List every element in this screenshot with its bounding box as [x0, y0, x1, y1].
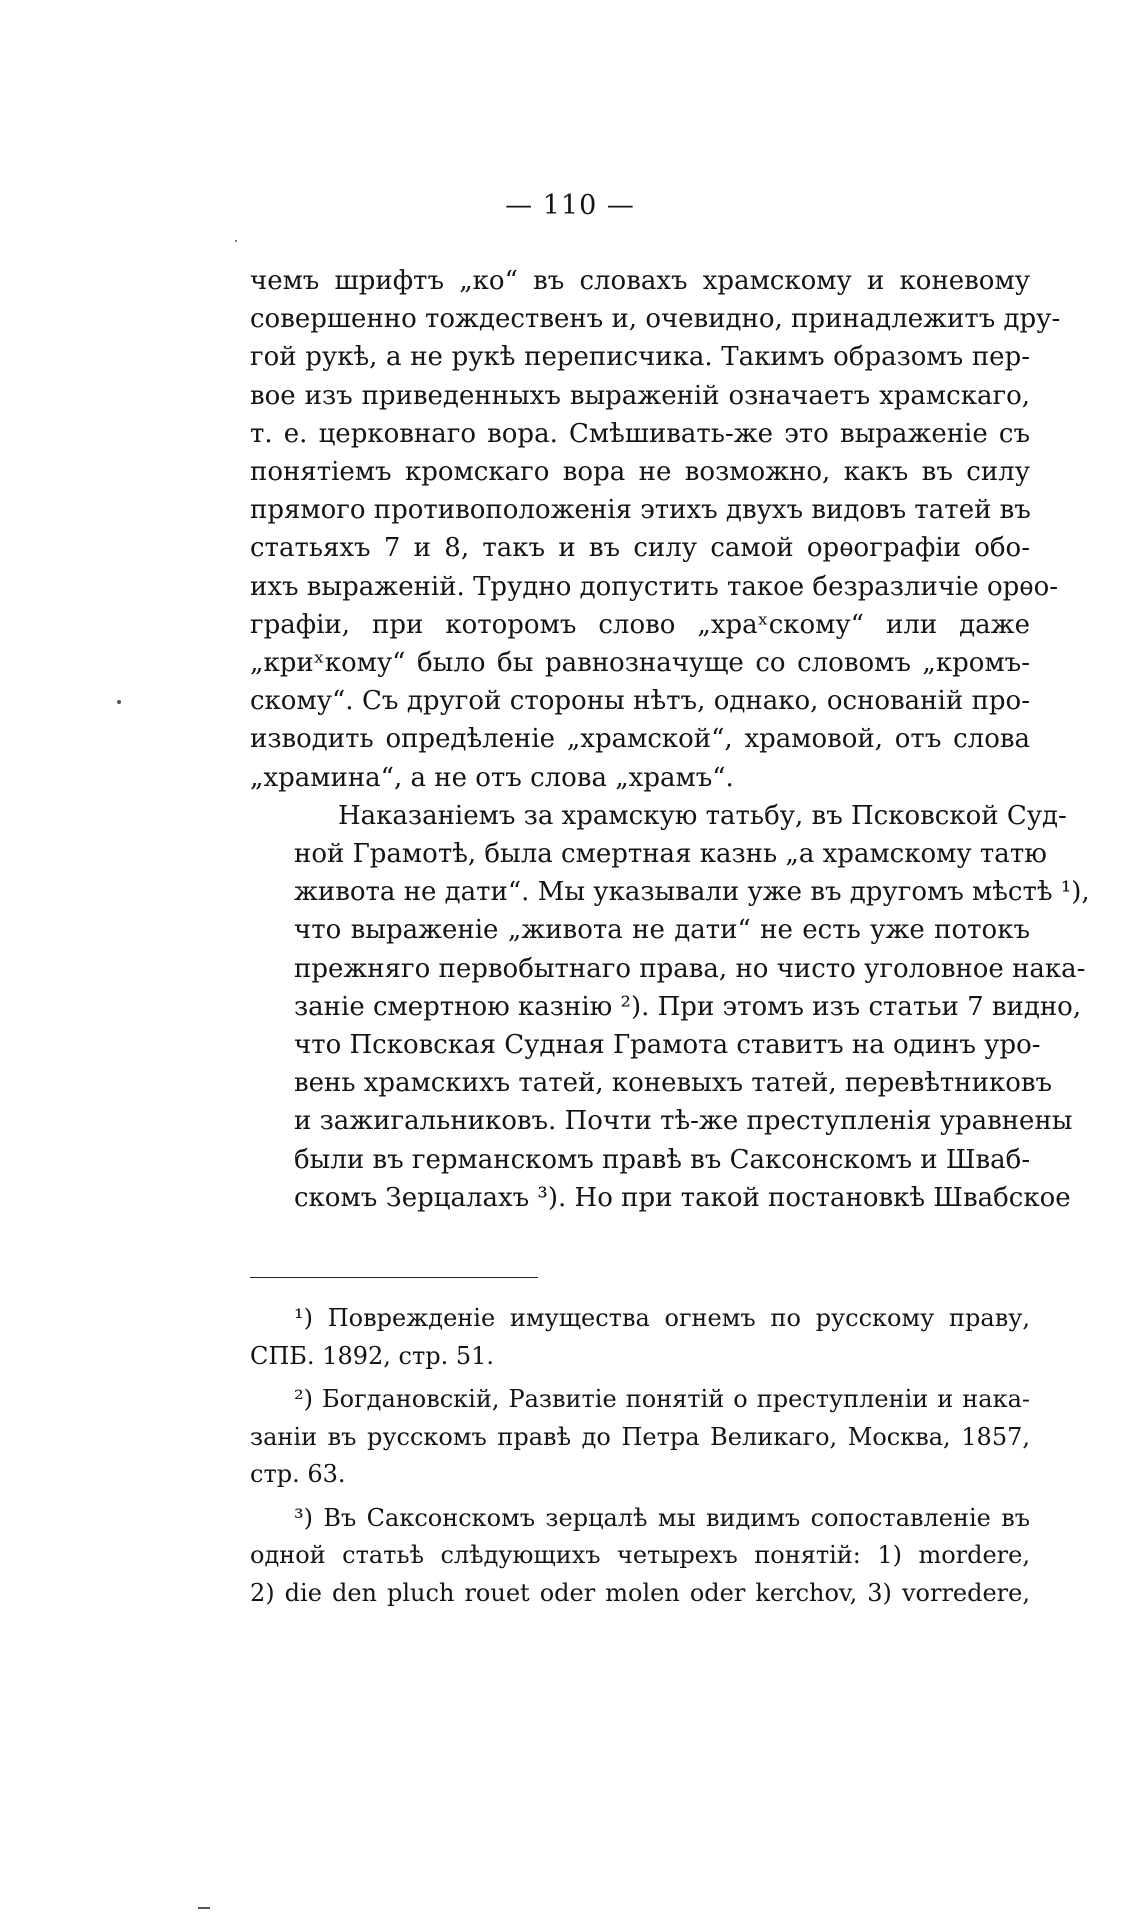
footnote-divider: [250, 1277, 538, 1278]
text-line: прямого противоположенія этихъ двухъ видовъ татей въ: [250, 495, 1031, 526]
footnote-line: заніи въ русскомъ правѣ до Петра Великаго, Москва, 1857,: [250, 1422, 1030, 1451]
footnotes: [250, 1300, 1030, 1618]
text-line: статьяхъ 7 и 8, такъ и въ силу самой орѳографіи обо-: [250, 533, 1030, 564]
text-line: вое изъ приведенныхъ выраженій означаетъ храмскаго,: [250, 380, 1030, 411]
text-line: ихъ выраженій. Трудно допустить такое безразличіе орѳо-: [250, 571, 1059, 602]
footnote-line: 2) die den pluch rouet oder molen oder kerchov, 3) vorredere,: [250, 1578, 1030, 1607]
text-line: и зажигальниковъ. Почти тѣ-же преступленія уравнены: [294, 1106, 1073, 1137]
text-line: прежняго первобытнаго права, но чисто уголовное нака-: [294, 953, 1086, 984]
paragraph-1: [250, 262, 1061, 797]
text-line: графіи, при которомъ слово „храˣскому“ или даже: [250, 609, 1030, 640]
text-line: что выраженіе „живота не дати“ не есть уже потокъ: [294, 915, 1030, 946]
footnote-1: [250, 1300, 1030, 1375]
text-line: ной Грамотѣ, была смертная казнь „а храмскому татю: [294, 839, 1047, 870]
text-line: вень храмскихъ татей, коневыхъ татей, перевѣтниковъ: [294, 1068, 1053, 1099]
text-line: живота не дати“. Мы указывали уже въ другомъ мѣстѣ ¹),: [294, 877, 1090, 908]
paragraph-2: [250, 797, 1090, 1217]
scan-speck: [235, 240, 237, 242]
text-line: „храмина“, а не отъ слова „храмъ“.: [250, 762, 734, 793]
text-line: т. е. церковнаго вора. Смѣшивать-же это выраженіе съ: [250, 418, 1030, 449]
text-line: заніе смертною казнію ²). При этомъ изъ статьи 7 видно,: [294, 991, 1082, 1022]
footnote-line: ¹) Поврежденіе имущества огнемъ по русскому праву,: [294, 1304, 1030, 1332]
text-line: скому“. Съ другой стороны нѣтъ, однако, основаній про-: [250, 686, 1030, 717]
footnote-line: ²) Богдановскій, Развитіе понятій о преступленіи и нака-: [294, 1385, 1030, 1413]
text-line: изводить опредѣленіе „храмской“, храмовой, отъ слова: [250, 724, 1030, 755]
footnote-line: одной статьѣ слѣдующихъ четырехъ понятій: 1) mordere,: [250, 1541, 1030, 1569]
footnote-line: ³) Въ Саксонскомъ зерцалѣ мы видимъ сопоставленіе въ: [294, 1503, 1030, 1532]
footnote-3: [250, 1500, 1030, 1613]
text-line: понятіемъ кромскаго вора не возможно, какъ въ силу: [250, 457, 1030, 488]
text-line: „криˣкому“ было бы равнозначуще со словомъ „кромъ-: [250, 648, 1030, 679]
text-line: что Псковская Судная Грамота ставитъ на одинъ уро-: [294, 1030, 1041, 1061]
footnote-2: [250, 1381, 1030, 1494]
scan-speck: [198, 1907, 210, 1909]
scan-speck: [117, 700, 121, 704]
text-line: гой рукѣ, а не рукѣ переписчика. Такимъ образомъ пер-: [250, 342, 1030, 373]
text-line: чемъ шрифтъ „ко“ въ словахъ храмскому и коневому: [250, 266, 1030, 296]
text-line: Наказаніемъ за храмскую татьбу, въ Псковской Суд-: [338, 800, 1067, 831]
text-line: совершенно тождественъ и, очевидно, принадлежитъ дру-: [250, 304, 1061, 335]
main-text: [250, 262, 1090, 1217]
text-line: скомъ Зерцалахъ ³). Но при такой постановкѣ Швабское: [294, 1182, 1071, 1213]
text-line: были въ германскомъ правѣ въ Саксонскомъ и Шваб-: [294, 1144, 1031, 1175]
footnote-line: СПБ. 1892, стр. 51.: [250, 1341, 495, 1370]
page-number: — 110 —: [505, 190, 635, 221]
footnote-line: стр. 63.: [250, 1460, 346, 1488]
